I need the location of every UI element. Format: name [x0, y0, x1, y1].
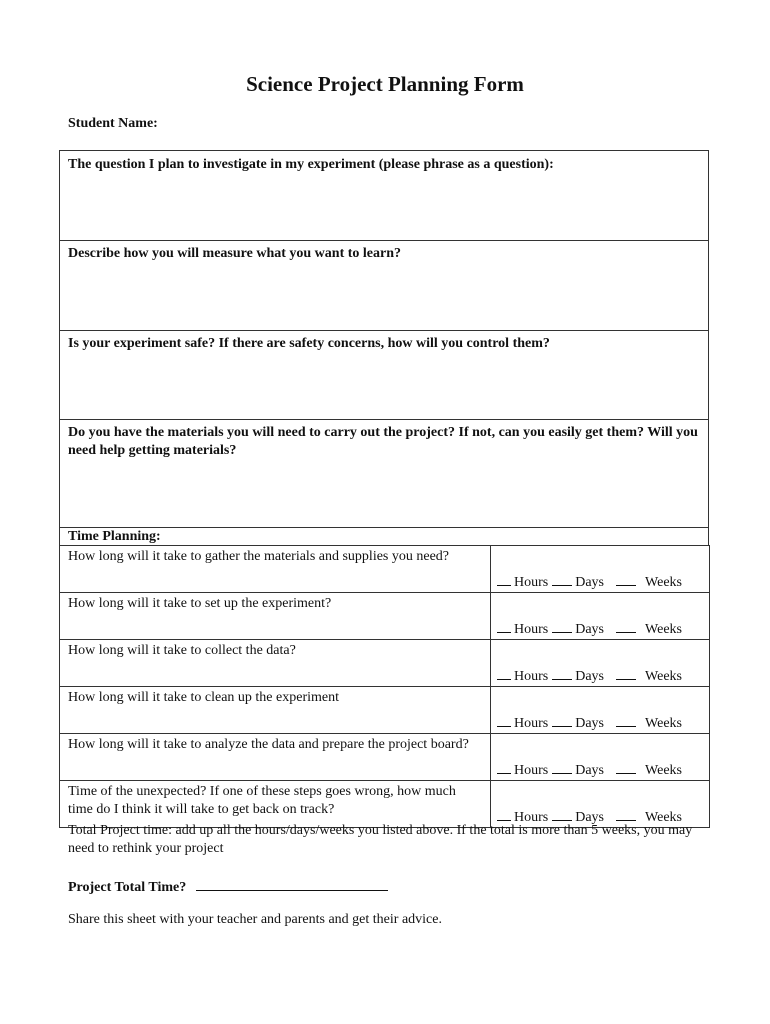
time-question — [60, 734, 491, 781]
time-planning-table — [59, 545, 710, 828]
weeks-label: Weeks — [645, 716, 682, 731]
question-box-safety[interactable] — [59, 330, 709, 420]
time-planning-row — [60, 781, 710, 828]
time-planning-row — [60, 687, 710, 734]
hours-label: Hours — [514, 810, 549, 825]
time-units-cell — [491, 687, 710, 734]
question-box-materials[interactable] — [59, 419, 709, 528]
days-label: Days — [575, 669, 605, 684]
weeks-label: Weeks — [645, 669, 682, 684]
time-question-text: How long will it take to set up the experiment? — [68, 596, 332, 611]
weeks-label: Weeks — [645, 810, 682, 825]
days-label: Days — [575, 622, 605, 637]
time-planning-header — [59, 527, 709, 546]
time-question — [60, 781, 491, 828]
hours-label: Hours — [514, 763, 549, 778]
hours-blank[interactable] — [497, 761, 511, 774]
weeks-blank[interactable] — [616, 808, 636, 821]
time-question-text: How long will it take to gather the materials and supplies you need? — [68, 549, 450, 564]
time-question-text: How long will it take to clean up the experiment — [68, 690, 339, 705]
hours-blank[interactable] — [497, 714, 511, 727]
time-question-text: How long will it take to collect the data? — [68, 643, 296, 658]
days-blank[interactable] — [552, 714, 572, 727]
project-total-blank[interactable] — [196, 876, 388, 891]
time-planning-row — [60, 593, 710, 640]
hours-label: Hours — [514, 575, 549, 590]
project-total-label: Project Total Time? — [68, 880, 187, 895]
days-blank[interactable] — [552, 761, 572, 774]
time-question-text: Time of the unexpected? If one of these steps goes wrong, how much time do I think it will take to get back on track? — [68, 784, 456, 817]
days-label: Days — [575, 575, 605, 590]
time-question — [60, 593, 491, 640]
page-title: Science Project Planning Form — [246, 72, 524, 96]
question-box-measure[interactable] — [59, 240, 709, 331]
question-text: Do you have the materials you will need to carry out the project? If not, can you easily get them? Will you need help getting materials? — [68, 425, 698, 458]
weeks-blank[interactable] — [616, 714, 636, 727]
days-blank[interactable] — [552, 620, 572, 633]
hours-label: Hours — [514, 716, 549, 731]
time-question — [60, 640, 491, 687]
hours-blank[interactable] — [497, 573, 511, 586]
question-text: Describe how you will measure what you want to learn? — [68, 246, 402, 261]
time-planning-row — [60, 546, 710, 593]
question-box-investigate[interactable] — [59, 150, 709, 241]
time-planning-heading: Time Planning: — [68, 529, 161, 544]
days-blank[interactable] — [552, 573, 572, 586]
time-question-text: How long will it take to analyze the data and prepare the project board? — [68, 737, 469, 752]
hours-blank[interactable] — [497, 620, 511, 633]
weeks-blank[interactable] — [616, 667, 636, 680]
days-label: Days — [575, 763, 605, 778]
time-units-cell — [491, 593, 710, 640]
total-project-note: Total Project time: add up all the hours/days/weeks you listed above. If the total is more than 5 weeks, you may need to rethink your project — [68, 823, 693, 856]
hours-label: Hours — [514, 669, 549, 684]
question-text: Is your experiment safe? If there are safety concerns, how will you control them? — [68, 336, 550, 351]
weeks-blank[interactable] — [616, 761, 636, 774]
question-text: The question I plan to investigate in my experiment (please phrase as a question): — [68, 157, 554, 172]
time-planning-row — [60, 734, 710, 781]
days-blank[interactable] — [552, 808, 572, 821]
student-name-label: Student Name: — [68, 116, 158, 131]
days-label: Days — [575, 716, 605, 731]
time-units-cell — [491, 734, 710, 781]
time-planning-row — [60, 640, 710, 687]
time-units-cell — [491, 546, 710, 593]
days-blank[interactable] — [552, 667, 572, 680]
hours-blank[interactable] — [497, 808, 511, 821]
hours-label: Hours — [514, 622, 549, 637]
weeks-blank[interactable] — [616, 573, 636, 586]
time-question — [60, 687, 491, 734]
hours-blank[interactable] — [497, 667, 511, 680]
weeks-label: Weeks — [645, 622, 682, 637]
weeks-label: Weeks — [645, 575, 682, 590]
days-label: Days — [575, 810, 605, 825]
weeks-label: Weeks — [645, 763, 682, 778]
weeks-blank[interactable] — [616, 620, 636, 633]
time-units-cell — [491, 640, 710, 687]
time-units-cell — [491, 781, 710, 828]
time-question — [60, 546, 491, 593]
share-note: Share this sheet with your teacher and parents and get their advice. — [68, 912, 442, 927]
project-total-row — [68, 876, 388, 896]
